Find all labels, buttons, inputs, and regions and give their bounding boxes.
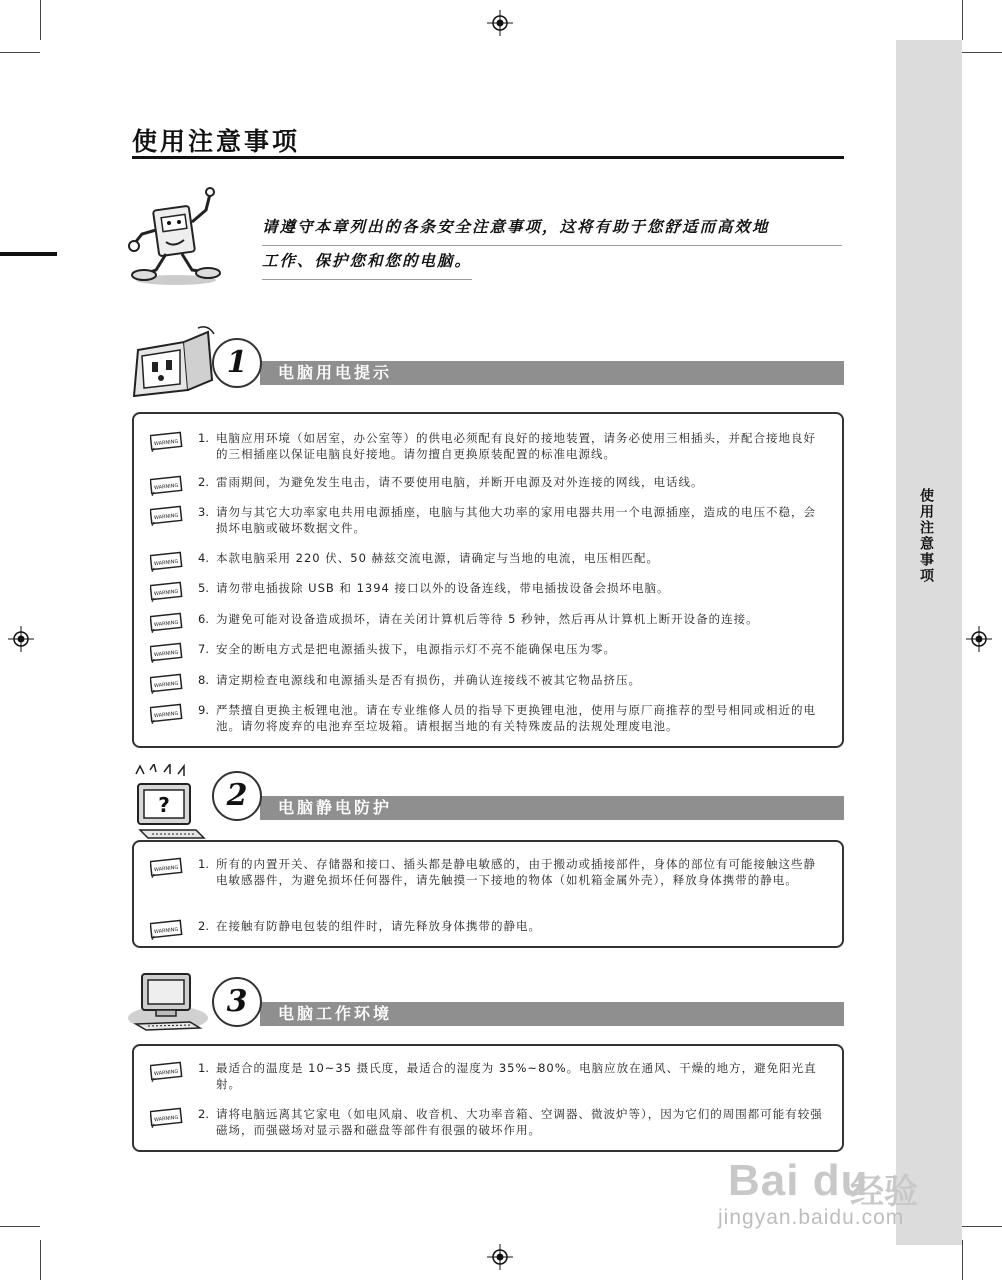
warning-badge-text: WARNING xyxy=(153,438,179,448)
section-header-bar xyxy=(260,361,844,385)
warning-sign-icon xyxy=(150,1106,184,1128)
warning-sign-icon xyxy=(150,641,184,663)
warning-sign-icon xyxy=(150,580,184,602)
warning-badge-text: WARNING xyxy=(153,588,179,598)
item-text: 请定期检查电源线和电源插头是否有损伤，并确认连接线不被其它物品挤压。 xyxy=(216,673,641,687)
power-plug-icon xyxy=(128,326,218,406)
warning-badge-text: WARNING xyxy=(153,1068,179,1078)
warning-sign-icon xyxy=(150,611,184,633)
warning-sign-icon xyxy=(150,550,184,572)
section-number-badge xyxy=(212,771,262,821)
section-title: 电脑用电提示 xyxy=(278,363,393,382)
watermark-brand: 经验 xyxy=(850,1172,918,1212)
item-text: 请将电脑远离其它家电（如电风扇、收音机、大功率音箱、空调器、微波炉等），因为它们的周围都可能有较强磁场，而强磁场对显示器和磁盘等部件有很强的破坏作用。 xyxy=(216,1107,823,1137)
warning-badge-text: WARNING xyxy=(153,680,179,690)
computer-desk-icon xyxy=(126,966,216,1046)
item-text: 请勿带电插拔除 USB 和 1394 接口以外的设备连线，带电插拔设备会损坏电脑。 xyxy=(216,581,670,595)
warning-sign-icon xyxy=(150,702,184,724)
item-text: 最适合的温度是 10~35 摄氏度，最适合的湿度为 35%~80%。电脑应放在通风、干燥的地方，避免阳光直射。 xyxy=(216,1061,817,1091)
warning-sign-icon xyxy=(150,430,184,452)
section-content-box xyxy=(132,1044,844,1152)
registration-mark-icon xyxy=(966,626,992,652)
warning-badge-text: WARNING xyxy=(153,558,179,568)
left-margin-bar xyxy=(0,252,57,256)
registration-mark-icon xyxy=(487,1244,513,1270)
warning-badge-text: WARNING xyxy=(153,649,179,659)
crop-mark xyxy=(40,0,41,40)
item-number: 8. xyxy=(198,673,209,687)
warning-sign-icon xyxy=(150,474,184,496)
warning-sign-icon xyxy=(150,918,184,940)
item-number: 2. xyxy=(198,1107,209,1121)
warning-sign-icon xyxy=(150,672,184,694)
crop-mark xyxy=(962,52,1002,53)
item-text: 在接触有防静电包装的组件时，请先释放身体携带的静电。 xyxy=(216,919,541,933)
mascot-character-icon xyxy=(126,182,226,286)
item-text: 雷雨期间，为避免发生电击，请不要使用电脑，并断开电源及对外连接的网线，电话线。 xyxy=(216,475,704,489)
warning-badge-text: WARNING xyxy=(153,926,179,936)
item-text: 本款电脑采用 220 伏、50 赫兹交流电源，请确定与当地的电流，电压相匹配。 xyxy=(216,551,660,565)
item-text: 电脑应用环境（如居室，办公室等）的供电必须配有良好的接地装置，请务必使用三相插头，并配合接地良好的三相插座以保证电脑良好接地。请勿擅自更换原装配置的标准电源线。 xyxy=(216,431,816,461)
section-header-bar xyxy=(260,1002,844,1026)
item-number: 2. xyxy=(198,475,209,489)
section-number-badge xyxy=(212,977,262,1027)
crop-mark xyxy=(962,1240,963,1280)
section-header-bar xyxy=(260,796,844,820)
warning-badge-text: WARNING xyxy=(153,482,179,492)
side-tab-label: 使用注意事项 xyxy=(918,488,934,584)
item-number: 1. xyxy=(198,857,209,871)
registration-mark-icon xyxy=(8,626,34,652)
crop-mark xyxy=(0,52,40,53)
warning-badge-text: WARNING xyxy=(153,1114,179,1124)
warning-sign-icon xyxy=(150,1060,184,1082)
item-text: 为避免可能对设备造成损坏，请在关闭计算机后等待 5 秒钟，然后再从计算机上断开设备的连接。 xyxy=(216,612,759,626)
item-number: 7. xyxy=(198,642,209,656)
warning-badge-text: WARNING xyxy=(153,864,179,874)
computer-shock-icon xyxy=(126,764,216,844)
item-number: 6. xyxy=(198,612,209,626)
section-number-badge xyxy=(212,338,262,388)
page-title: 使用注意事项 xyxy=(132,127,301,156)
item-text: 安全的断电方式是把电源插头拔下，电源指示灯不亮不能确保电压为零。 xyxy=(216,642,616,656)
section-number: 2 xyxy=(226,778,248,813)
intro-line: 工作、保护您和您的电脑。 xyxy=(262,246,472,280)
item-text: 请勿与其它大功率家电共用电源插座，电脑与其他大功率的家用电器共用一个电源插座，造成的电压不稳，会损坏电脑或破坏数据文件。 xyxy=(216,505,816,535)
item-text: 所有的内置开关、存储器和接口、插头都是静电敏感的，由于搬动或插接部件，身体的部位有可能接触这些静电敏感器件，为避免损坏任何器件，请先触摸一下接地的物体（如机箱金属外壳），释放身体携带的静电。 xyxy=(216,857,816,887)
crop-mark xyxy=(962,0,963,40)
registration-mark-icon xyxy=(487,10,513,36)
watermark-url: jingyan.baidu.com xyxy=(718,1206,905,1229)
item-number: 3. xyxy=(198,505,209,519)
crop-mark xyxy=(962,1226,1002,1227)
intro-line: 请遵守本章列出的各条安全注意事项，这将有助于您舒适而高效地 xyxy=(262,212,842,246)
warning-badge-text: WARNING xyxy=(153,512,179,522)
warning-sign-icon xyxy=(150,504,184,526)
section-number: 1 xyxy=(226,345,248,380)
section-content-box xyxy=(132,840,844,948)
side-tab xyxy=(896,40,962,1245)
item-number: 2. xyxy=(198,919,209,933)
title-rule xyxy=(132,156,844,159)
warning-badge-text: WARNING xyxy=(153,710,179,720)
item-number: 5. xyxy=(198,581,209,595)
item-number: 9. xyxy=(198,703,209,717)
section-title: 电脑静电防护 xyxy=(278,798,393,817)
section-content-box xyxy=(132,412,844,748)
item-number: 1. xyxy=(198,1061,209,1075)
watermark-logo: Bai du xyxy=(728,1156,869,1205)
warning-badge-text: WARNING xyxy=(153,619,179,629)
item-number: 1. xyxy=(198,431,209,445)
warning-sign-icon xyxy=(150,856,184,878)
item-text: 严禁擅自更换主板锂电池。请在专业维修人员的指导下更换锂电池，使用与原厂商推荐的型号相同或相近的电池。请勿将废弃的电池弃至垃圾箱。请根据当地的有关特殊废品的法规处理废电池。 xyxy=(216,703,816,733)
intro-text xyxy=(262,212,842,280)
crop-mark xyxy=(40,1240,41,1280)
item-number: 4. xyxy=(198,551,209,565)
section-number: 3 xyxy=(226,984,248,1019)
crop-mark xyxy=(0,1226,40,1227)
svg-text:?: ? xyxy=(158,793,170,817)
section-title: 电脑工作环境 xyxy=(278,1004,393,1023)
